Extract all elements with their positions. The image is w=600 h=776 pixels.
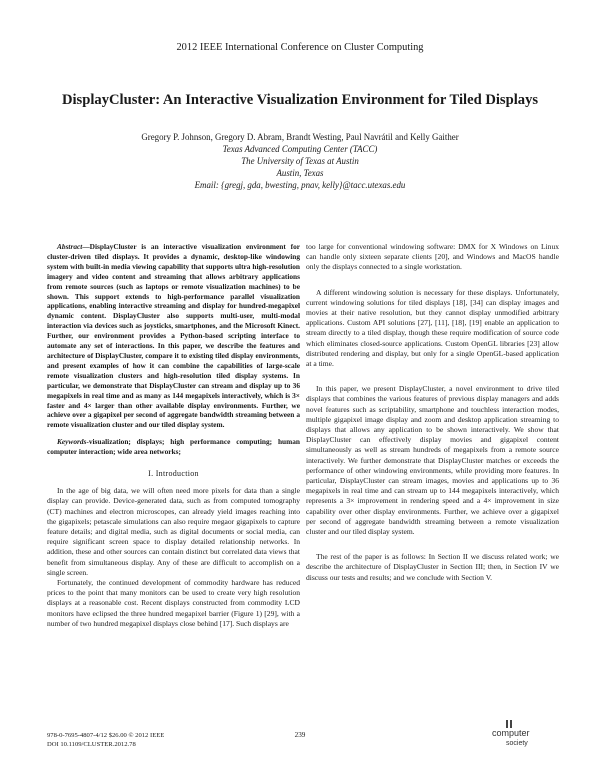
abstract — [47, 242, 300, 430]
right-paragraph-3: In this paper, we present DisplayCluster, a novel environment to drive tiled displays that combines the various features of previous display managers and adds novel features such as scriptability, smartphone and touchless interaction modes, multiple gigapixel image display and zoom and desktop application streaming to displays that allows any application to be shown interactively. We show that DisplayCluster can effectively display movies and gigapixel content simultaneously as well as stream hundreds of megapixels from a remote source interactively. We further demonstrate that DisplayCluster matches or exceeds the performance of other windowing environments, while providing more features. In particular, DisplayCluster can stream images, movies and applications up to 36 megapixels in real time and can stream up to 144 megapixels interactively, which represents a 3× improvement in rendering speed and a 4× improvement in size capability over other display environments. Further, we achieve over a gigapixel per second of aggregate bandwidth streaming between a remote visualization cluster and our tiled display system. — [306, 384, 559, 537]
affiliation-2: The University of Texas at Austin — [241, 155, 359, 166]
conference-header: 2012 IEEE International Conference on Cluster Computing — [176, 42, 424, 53]
keywords — [47, 437, 300, 457]
logo-text-society: society — [506, 740, 528, 747]
right-column — [306, 242, 559, 583]
logo-text-computer: computer — [492, 728, 530, 738]
author-names: Gregory P. Johnson, Gregory D. Abram, Brandt Westing, Paul Navrátil and Kelly Gaither — [141, 132, 459, 142]
abstract-text: —DisplayCluster is an interactive visualization environment for cluster-driven tiled displays. It provides a dynamic, desktop-like windowing system with built-in media viewing capability that supports ultra high-resolution imagery and video content and streaming that allows arbitrary applications from remote sources (such as laptops or remote visualization machines) to be shown. This support extends to high-performance parallel visualization applications, enabling interactive streaming and display for hundred-megapixel dynamic content. DisplayCluster also supports multi-user, multi-modal interaction via devices such as joysticks, smartphones, and the Microsoft Kinect. Further, our environment provides a Python-based scripting interface to automate any set of interactions. In this paper, we describe the features and architecture of DisplayCluster, compare it to existing tiled display environments, and present examples of how it can combine the capabilities of large-scale remote visualization clusters and high-resolution tiled display systems. In particular, we demonstrate that DisplayCluster can stream and display up to 36 megapixels in real time and as many as 144 megapixels interactively, which is 3× faster and 4× larger than other available display environments. Further, we achieve over a gigapixel per second of aggregate bandwidth streaming between a remote visualization cluster and our tiled display system. — [47, 242, 300, 430]
page-number: 239 — [294, 731, 306, 739]
keywords-label: Keywords — [57, 437, 87, 447]
intro-paragraph-2: Fortunately, the continued development of commodity hardware has reduced prices to the point that many monitors can be used to create very high resolution displays at a reasonable cost. Recent displays constructed from commodity LCD monitors have eclipsed the three hundred megapixel barrier (Figure 1) [29], with a number of two hundred megapixel displays close behind [17]. Such displays are — [47, 578, 300, 628]
right-paragraph-2: A different windowing solution is necessary for these displays. Unfortunately, current windowing solutions for tiled displays [18], [34] can display images and movies at their native resolution, but they cannot display unmodified arbitrary applications. Custom API solutions [27], [11], [18], [19] enable an application to stream directly to a tiled display, though these require modification of source code which eliminates closed-source applications. Custom OpenGL libraries [23] allow distributed rendering and display, but only for a single OpenGL-based application at a time. — [306, 287, 559, 369]
footer-doi: DOI 10.1109/CLUSTER.2012.78 — [47, 741, 136, 748]
author-email: Email: {gregj, gda, bwesting, pnav, kelly}@tacc.utexas.edu — [194, 179, 406, 190]
intro-paragraph-1: In the age of big data, we will often need more pixels for data than a single display can provide. Device-generated data, such as from computed tomography (CT) machines and electron microscopes, can already yield images reaching into the gigapixels; petascale simulations can also require megaor gigapixels to capture feature details; and digital media, such as digital documents or social media, can require significant screen space to display detailed relationship networks. In addition, these and other sources can contain distinct but correlated data views that benefit from simultaneous display. Any of these are difficult to accomplish on a single screen. — [47, 486, 300, 577]
computer-society-logo — [488, 718, 558, 750]
footer-isbn: 978-0-7695-4807-4/12 $26.00 © 2012 IEEE — [47, 732, 165, 739]
left-column — [47, 242, 300, 629]
affiliation-1: Texas Advanced Computing Center (TACC) — [222, 143, 378, 154]
keywords-text: -visualization; displays; high performance computing; human computer interaction; wide area networks; — [47, 437, 300, 457]
author-block — [0, 132, 600, 192]
right-paragraph-1: too large for conventional windowing software: DMX for X Windows on Linux can handle only sixteen separate clients [20], and Windows and MacOS handle only the displays connected to a single workstation. — [306, 242, 559, 272]
abstract-label: Abstract — [57, 242, 83, 251]
section-heading-introduction: I. Introduction — [148, 469, 199, 479]
affiliation-3: Austin, Texas — [276, 167, 324, 178]
right-paragraph-4: The rest of the paper is as follows: In Section II we discuss related work; we describe the architecture of DisplayCluster in Section III; then, in Section IV we discuss our tests and results; and we conclude with Section V. — [306, 552, 559, 582]
computer-society-logo-icon — [488, 718, 558, 750]
paper-title: DisplayCluster: An Interactive Visualization Environment for Tiled Displays — [61, 92, 539, 108]
